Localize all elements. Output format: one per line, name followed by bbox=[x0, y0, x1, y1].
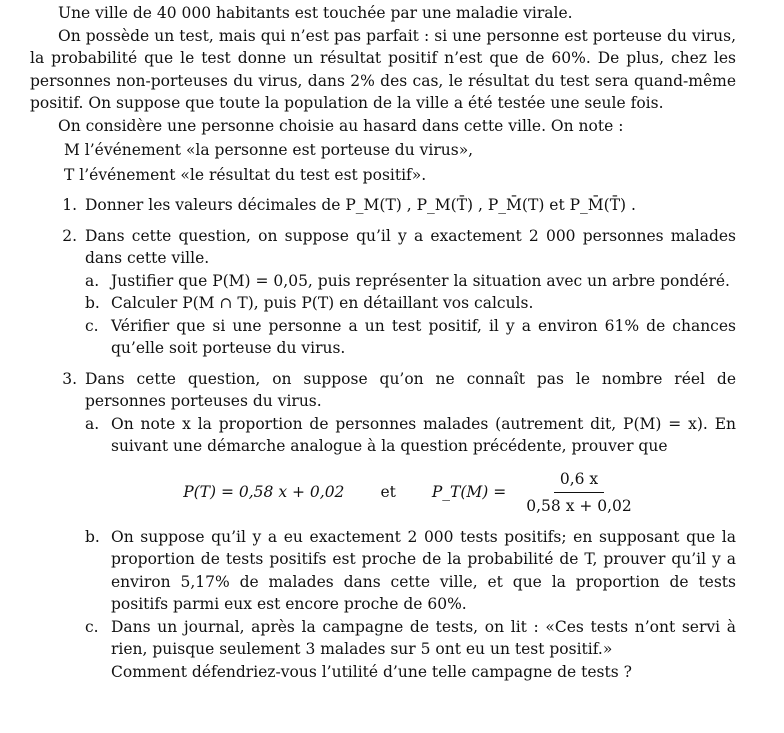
formula-p-t: P(T) = 0,58 x + 0,02 bbox=[183, 483, 345, 502]
subquestion-text: On suppose qu’il y a eu exactement 2 000 tests positifs; en supposant que la proportion de tests positifs est proche de la probabilité de T, prouver qu’il y a environ 5,17% de malades dans cette ville, et que la proportion de tests positifs parmi eux est encore proche de 60%. bbox=[111, 527, 736, 613]
question-text: Donner les valeurs décimales de P_M(T) , P_M(T̄) , P_M̄(T) et P_M̄(T̄) . bbox=[85, 196, 636, 214]
formula-display bbox=[85, 470, 736, 516]
question-1 bbox=[30, 194, 736, 217]
subquestion-3a bbox=[85, 413, 736, 458]
fraction-denominator: 0,58 x + 0,02 bbox=[526, 497, 632, 515]
formula-fraction bbox=[520, 468, 638, 518]
subquestion-letter: b. bbox=[85, 294, 100, 312]
subquestion-3c bbox=[85, 616, 736, 684]
question-number: 2. bbox=[62, 226, 77, 245]
question-2 bbox=[30, 225, 736, 360]
subquestion-text: Dans un journal, après la campagne de tests, on lit : «Ces tests n’ont servi à rien, puisque seulement 3 malades sur 5 ont eu un test positif.» bbox=[111, 617, 736, 658]
question-number: 1. bbox=[62, 196, 77, 214]
intro-line: Une ville de 40 000 habitants est touchée par une maladie virale. bbox=[58, 4, 573, 22]
question-3 bbox=[30, 368, 736, 684]
subquestion-2a bbox=[85, 270, 736, 293]
subquestion-3b bbox=[85, 526, 736, 616]
intro-paragraph: On possède un test, mais qui n’est pas parfait : si une personne est porteuse du virus, la probabilité que le test donne un résultat positif n’est que de 60%. De plus, chez les personnes non-porteuses du virus, dans 2% des cas, le résultat du test sera quand-même positif. On suppose que toute la population de la ville a été testée une seule fois. bbox=[30, 26, 736, 112]
subquestion-letter: a. bbox=[85, 414, 100, 433]
subquestion-text: On note x la proportion de personnes malades (autrement dit, P(M) = x). En suivant une démarche analogue à la question précédente, prouver que bbox=[111, 414, 736, 455]
subquestion-text: Vérifier que si une personne a un test positif, il y a environ 61% de chances qu’elle soit porteuse du virus. bbox=[111, 316, 736, 357]
subquestion-text: Calculer P(M ∩ T), puis P(T) en détaillant vos calculs. bbox=[111, 294, 534, 312]
definition-m: M l’événement «la personne est porteuse du virus», bbox=[64, 141, 474, 159]
intro-notation: On considère une personne choisie au hasard dans cette ville. On note : bbox=[58, 116, 624, 135]
formula-conjunction: et bbox=[380, 483, 396, 502]
subquestion-text-2: Comment défendriez-vous l’utilité d’une telle campagne de tests ? bbox=[111, 662, 632, 681]
question-body bbox=[85, 368, 736, 684]
question-text: Dans cette question, on suppose qu’on ne connaît pas le nombre réel de personnes porteuses du virus. bbox=[85, 369, 736, 410]
formula-pt-m: P_T(M) = bbox=[431, 483, 507, 502]
question-body bbox=[85, 225, 736, 360]
subquestion-2b bbox=[85, 292, 736, 315]
definition-t: T l’événement «le résultat du test est positif». bbox=[64, 165, 427, 184]
fraction-numerator: 0,6 x bbox=[554, 468, 604, 494]
question-text: Dans cette question, on suppose qu’il y a exactement 2 000 personnes malades dans cette ville. bbox=[85, 226, 736, 267]
subquestion-letter: a. bbox=[85, 271, 100, 290]
subquestion-letter: b. bbox=[85, 527, 100, 546]
subquestion-letter: c. bbox=[85, 316, 99, 335]
exercise-page bbox=[30, 2, 736, 683]
question-number: 3. bbox=[62, 369, 77, 388]
subquestion-letter: c. bbox=[85, 617, 99, 636]
subquestion-text: Justifier que P(M) = 0,05, puis représenter la situation avec un arbre pondéré. bbox=[111, 271, 730, 290]
subquestion-2c bbox=[85, 315, 736, 360]
subquestion-body bbox=[111, 616, 736, 684]
